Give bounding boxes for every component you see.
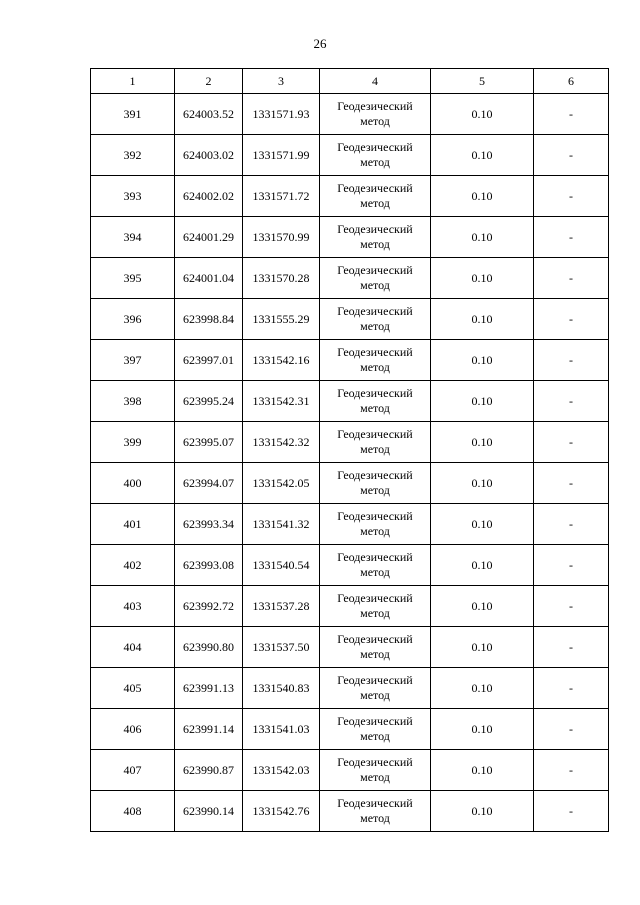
x-coordinate-cell: 624001.04 (175, 258, 243, 299)
method-line-2: метод (360, 811, 390, 825)
method-cell (320, 299, 431, 340)
table-row (91, 176, 609, 217)
method-line-1: Геодезический (337, 386, 413, 400)
accuracy-cell: 0.10 (431, 135, 534, 176)
y-coordinate-cell: 1331541.32 (243, 504, 320, 545)
note-cell: - (534, 791, 609, 832)
method-line-2: метод (360, 524, 390, 538)
table-row (91, 627, 609, 668)
x-coordinate-cell: 624002.02 (175, 176, 243, 217)
note-cell: - (534, 545, 609, 586)
accuracy-cell: 0.10 (431, 299, 534, 340)
method-line-1: Геодезический (337, 304, 413, 318)
accuracy-cell: 0.10 (431, 504, 534, 545)
point-cell: 403 (91, 586, 175, 627)
method-line-2: метод (360, 114, 390, 128)
method-cell (320, 750, 431, 791)
accuracy-cell: 0.10 (431, 217, 534, 258)
x-coordinate-cell: 623991.14 (175, 709, 243, 750)
method-line-2: метод (360, 196, 390, 210)
method-line-1: Геодезический (337, 427, 413, 441)
point-cell: 402 (91, 545, 175, 586)
method-line-2: метод (360, 647, 390, 661)
method-cell (320, 627, 431, 668)
table-row (91, 668, 609, 709)
method-line-1: Геодезический (337, 181, 413, 195)
column-header: 6 (534, 69, 609, 94)
point-cell: 393 (91, 176, 175, 217)
table-row (91, 340, 609, 381)
column-header: 3 (243, 69, 320, 94)
note-cell: - (534, 381, 609, 422)
y-coordinate-cell: 1331542.76 (243, 791, 320, 832)
method-cell (320, 791, 431, 832)
y-coordinate-cell: 1331542.05 (243, 463, 320, 504)
method-line-1: Геодезический (337, 796, 413, 810)
table-row (91, 504, 609, 545)
table-row (91, 545, 609, 586)
point-cell: 404 (91, 627, 175, 668)
table-row (91, 217, 609, 258)
method-line-1: Геодезический (337, 99, 413, 113)
x-coordinate-cell: 623990.87 (175, 750, 243, 791)
y-coordinate-cell: 1331540.83 (243, 668, 320, 709)
header-row (91, 69, 609, 94)
y-coordinate-cell: 1331541.03 (243, 709, 320, 750)
method-cell (320, 94, 431, 135)
note-cell: - (534, 217, 609, 258)
method-line-2: метод (360, 401, 390, 415)
table-row (91, 258, 609, 299)
note-cell: - (534, 586, 609, 627)
note-cell: - (534, 709, 609, 750)
y-coordinate-cell: 1331540.54 (243, 545, 320, 586)
method-line-1: Геодезический (337, 591, 413, 605)
column-header: 2 (175, 69, 243, 94)
method-cell (320, 381, 431, 422)
x-coordinate-cell: 623993.08 (175, 545, 243, 586)
x-coordinate-cell: 623990.80 (175, 627, 243, 668)
y-coordinate-cell: 1331571.93 (243, 94, 320, 135)
y-coordinate-cell: 1331570.28 (243, 258, 320, 299)
y-coordinate-cell: 1331537.28 (243, 586, 320, 627)
accuracy-cell: 0.10 (431, 750, 534, 791)
x-coordinate-cell: 623998.84 (175, 299, 243, 340)
note-cell: - (534, 258, 609, 299)
note-cell: - (534, 627, 609, 668)
note-cell: - (534, 422, 609, 463)
method-cell (320, 463, 431, 504)
method-cell (320, 586, 431, 627)
point-cell: 392 (91, 135, 175, 176)
method-line-1: Геодезический (337, 263, 413, 277)
point-cell: 397 (91, 340, 175, 381)
x-coordinate-cell: 623990.14 (175, 791, 243, 832)
y-coordinate-cell: 1331542.16 (243, 340, 320, 381)
coordinates-table (90, 68, 609, 832)
note-cell: - (534, 340, 609, 381)
accuracy-cell: 0.10 (431, 176, 534, 217)
y-coordinate-cell: 1331555.29 (243, 299, 320, 340)
method-line-2: метод (360, 155, 390, 169)
method-line-2: метод (360, 688, 390, 702)
point-cell: 399 (91, 422, 175, 463)
accuracy-cell: 0.10 (431, 545, 534, 586)
y-coordinate-cell: 1331571.99 (243, 135, 320, 176)
method-cell (320, 340, 431, 381)
method-line-2: метод (360, 729, 390, 743)
page-number: 26 (313, 36, 327, 51)
point-cell: 407 (91, 750, 175, 791)
method-line-2: метод (360, 319, 390, 333)
accuracy-cell: 0.10 (431, 381, 534, 422)
x-coordinate-cell: 623995.07 (175, 422, 243, 463)
method-cell (320, 709, 431, 750)
accuracy-cell: 0.10 (431, 586, 534, 627)
table-row (91, 750, 609, 791)
column-header: 1 (91, 69, 175, 94)
method-cell (320, 545, 431, 586)
x-coordinate-cell: 623991.13 (175, 668, 243, 709)
point-cell: 401 (91, 504, 175, 545)
x-coordinate-cell: 623997.01 (175, 340, 243, 381)
method-line-2: метод (360, 360, 390, 374)
point-cell: 391 (91, 94, 175, 135)
note-cell: - (534, 299, 609, 340)
note-cell: - (534, 750, 609, 791)
method-line-2: метод (360, 606, 390, 620)
method-line-2: метод (360, 442, 390, 456)
y-coordinate-cell: 1331542.03 (243, 750, 320, 791)
accuracy-cell: 0.10 (431, 340, 534, 381)
point-cell: 398 (91, 381, 175, 422)
method-line-2: метод (360, 565, 390, 579)
method-line-1: Геодезический (337, 468, 413, 482)
x-coordinate-cell: 624003.52 (175, 94, 243, 135)
note-cell: - (534, 176, 609, 217)
note-cell: - (534, 504, 609, 545)
method-line-1: Геодезический (337, 673, 413, 687)
method-line-1: Геодезический (337, 714, 413, 728)
point-cell: 408 (91, 791, 175, 832)
accuracy-cell: 0.10 (431, 709, 534, 750)
table-row (91, 709, 609, 750)
point-cell: 395 (91, 258, 175, 299)
y-coordinate-cell: 1331571.72 (243, 176, 320, 217)
y-coordinate-cell: 1331542.32 (243, 422, 320, 463)
method-cell (320, 258, 431, 299)
method-line-2: метод (360, 237, 390, 251)
column-header: 5 (431, 69, 534, 94)
note-cell: - (534, 463, 609, 504)
column-header: 4 (320, 69, 431, 94)
accuracy-cell: 0.10 (431, 463, 534, 504)
table-row (91, 422, 609, 463)
x-coordinate-cell: 624003.02 (175, 135, 243, 176)
accuracy-cell: 0.10 (431, 94, 534, 135)
table-row (91, 381, 609, 422)
table-row (91, 791, 609, 832)
note-cell: - (534, 94, 609, 135)
table-row (91, 94, 609, 135)
method-cell (320, 668, 431, 709)
note-cell: - (534, 668, 609, 709)
table-row (91, 463, 609, 504)
method-cell (320, 217, 431, 258)
y-coordinate-cell: 1331537.50 (243, 627, 320, 668)
y-coordinate-cell: 1331570.99 (243, 217, 320, 258)
table-row (91, 299, 609, 340)
method-line-1: Геодезический (337, 550, 413, 564)
table-header (91, 69, 609, 94)
method-line-1: Геодезический (337, 509, 413, 523)
point-cell: 405 (91, 668, 175, 709)
accuracy-cell: 0.10 (431, 791, 534, 832)
method-line-2: метод (360, 483, 390, 497)
point-cell: 396 (91, 299, 175, 340)
method-line-1: Геодезический (337, 140, 413, 154)
method-cell (320, 422, 431, 463)
point-cell: 394 (91, 217, 175, 258)
x-coordinate-cell: 623995.24 (175, 381, 243, 422)
method-cell (320, 135, 431, 176)
method-line-1: Геодезический (337, 345, 413, 359)
accuracy-cell: 0.10 (431, 422, 534, 463)
point-cell: 400 (91, 463, 175, 504)
method-cell (320, 504, 431, 545)
point-cell: 406 (91, 709, 175, 750)
x-coordinate-cell: 623994.07 (175, 463, 243, 504)
note-cell: - (534, 135, 609, 176)
method-line-1: Геодезический (337, 632, 413, 646)
accuracy-cell: 0.10 (431, 627, 534, 668)
method-line-1: Геодезический (337, 222, 413, 236)
table-row (91, 586, 609, 627)
table-row (91, 135, 609, 176)
table-body (91, 94, 609, 832)
y-coordinate-cell: 1331542.31 (243, 381, 320, 422)
method-line-2: метод (360, 278, 390, 292)
x-coordinate-cell: 623993.34 (175, 504, 243, 545)
method-line-1: Геодезический (337, 755, 413, 769)
method-line-2: метод (360, 770, 390, 784)
method-cell (320, 176, 431, 217)
accuracy-cell: 0.10 (431, 668, 534, 709)
x-coordinate-cell: 624001.29 (175, 217, 243, 258)
x-coordinate-cell: 623992.72 (175, 586, 243, 627)
accuracy-cell: 0.10 (431, 258, 534, 299)
